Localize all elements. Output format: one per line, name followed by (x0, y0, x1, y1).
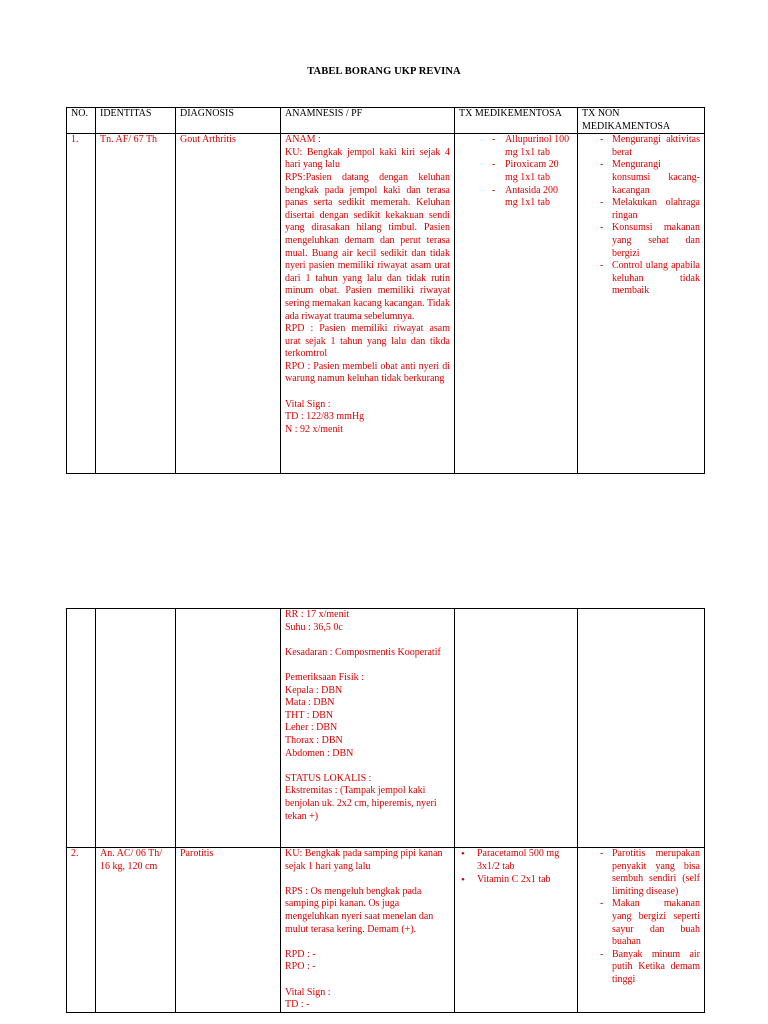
row1-tx-med (455, 134, 578, 474)
anam-line: RPD : - (285, 948, 316, 960)
anam-line: RPO : Pasien membeli obat anti nyeri di warung namun keluhan tidak berkurang (285, 360, 450, 385)
list-item: - Antasida 200 mg 1x1 tab (459, 185, 573, 210)
anam-line: Mata : DBN (285, 697, 335, 709)
row2-no: 2. (67, 848, 96, 1013)
table-row (67, 609, 705, 848)
list-item: - Piroxicam 20 mg 1x1 tab (459, 159, 573, 184)
anam-line (285, 386, 450, 399)
list-item: - Parotitis merupakan penyakit yang bisa sembuh sendiri (self limiting disease) (596, 848, 700, 898)
anam-line: TD : 122/83 mmHg (285, 411, 365, 423)
list-item: - Mengurangi aktivitas berat (596, 134, 700, 159)
table-row (67, 848, 705, 1013)
anam-line: STATUS LOKALIS : (285, 772, 372, 784)
borang-table-page-1 (66, 107, 705, 474)
list-item: - Banyak minum air putih Ketika demam tinggi (596, 949, 700, 987)
row2-diagnosis: Parotitis (176, 848, 281, 1013)
anam-line: Kepala : DBN (285, 684, 343, 696)
row1-no: 1. (67, 134, 96, 474)
row1-anamnesis-continued (281, 609, 455, 848)
table-row (67, 134, 705, 474)
list-item: • Vitamin C 2x1 tab (459, 874, 573, 887)
header-diagnosis: DIAGNOSIS (176, 108, 281, 134)
anam-line: N : 92 x/menit (285, 423, 344, 435)
header-no: NO. (67, 108, 96, 134)
anam-line: TD : - (285, 999, 310, 1011)
anam-line (285, 760, 450, 773)
header-identitas: IDENTITAS (96, 108, 176, 134)
list-item: - Allupurinol 100 mg 1x1 tab (459, 134, 573, 159)
anam-line: RPD : Pasien memiliki riwayat asam urat sejak 1 tahun yang lalu dan tikda terkomtrol (285, 323, 450, 360)
anam-line (285, 936, 450, 949)
anam-line: KU: Bengkak pada samping pipi kanan sejak 1 hari yang lalu (285, 848, 443, 872)
anam-line (285, 659, 450, 672)
anam-line: RR : 17 x/menit (285, 609, 350, 620)
anam-line: Thorax : DBN (285, 734, 343, 746)
row1-identitas: Tn. AF/ 67 Th (96, 134, 176, 474)
row2-identitas: An. AC/ 06 Th/ 16 kg, 120 cm (96, 848, 176, 1013)
list-item: - Control ulang apabila keluhan tidak membaik (596, 260, 700, 298)
list-item: - Mengurangi konsumsi kacang-kacangan (596, 159, 700, 197)
anam-line: THT : DBN (285, 709, 334, 721)
anam-line (285, 634, 450, 647)
list-item: - Melakukan olahraga ringan (596, 197, 700, 222)
row1-tx-non (578, 134, 705, 474)
borang-table-page-2 (66, 608, 705, 1013)
anam-line: Abdomen : DBN (285, 747, 354, 759)
document-title: TABEL BORANG UKP REVINA (307, 66, 461, 77)
anam-line: KU: Bengkak jempol kaki kiri sejak 4 hari yang lalu (285, 146, 450, 171)
list-item: • Paracetamol 500 mg 3x1/2 tab (459, 848, 573, 873)
anam-line (285, 974, 450, 987)
anam-line: Leher : DBN (285, 722, 338, 734)
anam-line: Vital Sign : (285, 986, 331, 998)
row1-anamnesis (281, 134, 455, 474)
anam-line: Kesadaran : Composmentis Kooperatif (285, 646, 441, 658)
header-tx-med: TX MEDIKEMENTOSA (455, 108, 578, 134)
anam-line: Ekstremitas : (Tampak jempol kaki benjolan uk. 2x2 cm, hiperemis, nyeri tekan +) (285, 785, 437, 822)
anam-line: Pemeriksaan Fisik : (285, 671, 364, 683)
list-item: - Makan makanan yang bergizi seperti sayur dan buah buahan (596, 898, 700, 948)
row2-anamnesis (281, 848, 455, 1013)
anam-line: RPS:Pasien datang dengan keluhan bengkak pada jempol kaki dan terasa panas serta sedikit memerah. Keluhan disertai dengan sedikit kekakuan sendi yang dirasakan hilang timbul. Pasien mengeluhkan demam dan perut terasa mual. Buang air kecil sedikit dan tidak nyeri pasien memiliki riwayat asam urat dari 1 tahun yang lalu dan tidak rutin minum obat. Pasien memiliki riwayat sering memakan kacang kacangan. Tidak ada riwayat trauma sebelumnya. (285, 171, 450, 322)
anam-line (285, 873, 450, 886)
header-anamnesis: ANAMNESIS / PF (281, 108, 455, 134)
list-item: - Konsumsi makanan yang sehat dan bergizi (596, 222, 700, 260)
anam-line: Suhu : 36,5 0c (285, 621, 343, 633)
header-tx-non: TX NON MEDIKAMENTOSA (578, 108, 705, 134)
anam-line: RPO : - (285, 961, 316, 973)
anam-line: Vital Sign : (285, 398, 331, 410)
anam-line: ANAM : (285, 134, 321, 146)
table-header-row (67, 108, 705, 134)
anam-line: RPS : Os mengeluh bengkak pada samping pipi kanan. Os juga mengeluhkan nyeri saat menelan dan mulut terasa kering. Demam (+). (285, 885, 434, 935)
row2-tx-non (578, 848, 705, 1013)
row1-diagnosis: Gout Arthritis (176, 134, 281, 474)
row2-tx-med (455, 848, 578, 1013)
